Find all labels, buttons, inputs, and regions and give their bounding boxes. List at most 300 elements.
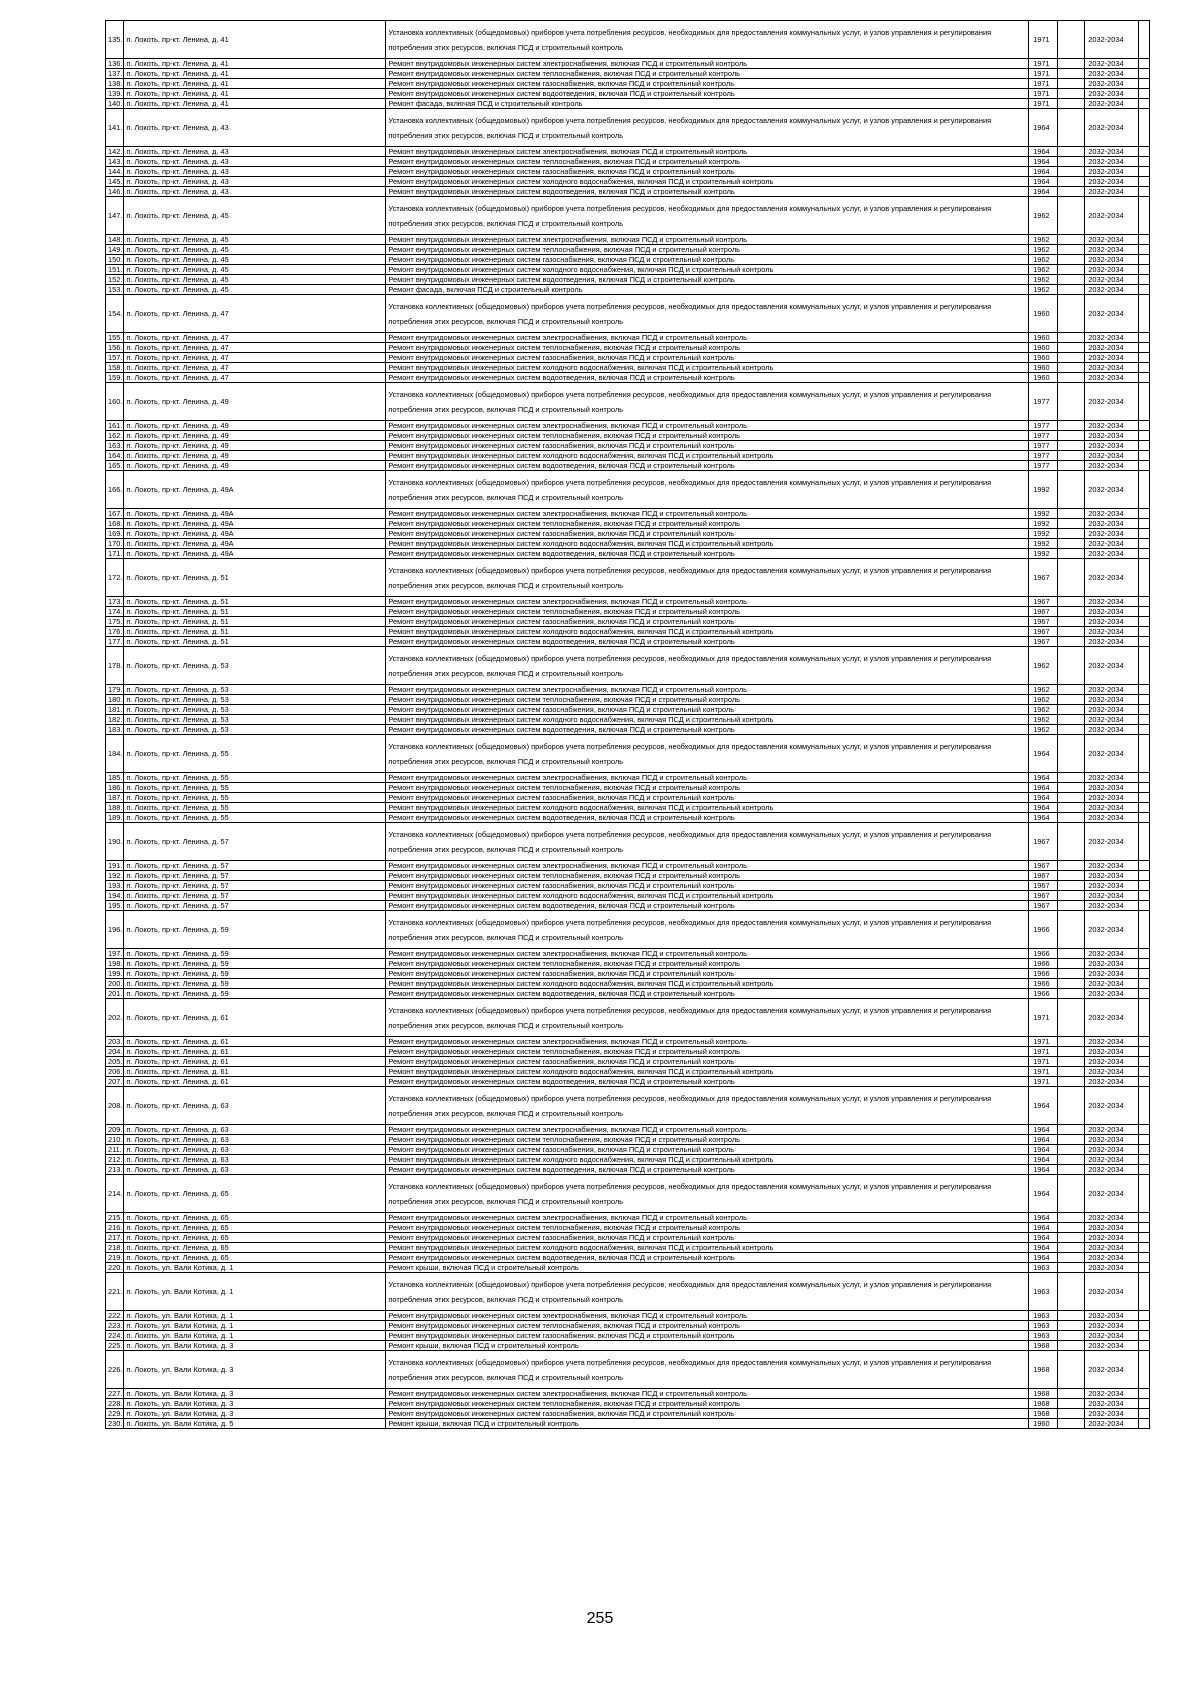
row-period: 2032-2034 xyxy=(1085,245,1139,255)
row-period: 2032-2034 xyxy=(1085,529,1139,539)
row-number: 189. xyxy=(106,813,124,823)
row-tail-cell xyxy=(1139,167,1150,177)
row-address: п. Локоть, пр-кт. Ленина, д. 55 xyxy=(124,773,386,783)
row-year: 1964 xyxy=(1029,1253,1058,1263)
row-tail-cell xyxy=(1139,695,1150,705)
row-tail-cell xyxy=(1139,1351,1150,1389)
row-tail-cell xyxy=(1139,1037,1150,1047)
row-year: 1964 xyxy=(1029,1233,1058,1243)
row-work-type: Установка коллективных (общедомовых) приборов учета потребления ресурсов, необходимых для предоставления коммунальных услуг, и узлов управления и регулирования потребления этих ресурсов, включая ПСД и строительный контроль xyxy=(386,735,1029,773)
row-period: 2032-2034 xyxy=(1085,1273,1139,1311)
row-blank-cell xyxy=(1058,441,1085,451)
row-period: 2032-2034 xyxy=(1085,69,1139,79)
table-row xyxy=(106,1223,1150,1233)
row-tail-cell xyxy=(1139,1321,1150,1331)
row-work-type: Ремонт внутридомовых инженерных систем газоснабжения, включая ПСД и строительный контроль xyxy=(386,1409,1029,1419)
row-number: 171. xyxy=(106,549,124,559)
row-tail-cell xyxy=(1139,959,1150,969)
row-tail-cell xyxy=(1139,891,1150,901)
row-work-type: Установка коллективных (общедомовых) приборов учета потребления ресурсов, необходимых для предоставления коммунальных услуг, и узлов управления и регулирования потребления этих ресурсов, включая ПСД и строительный контроль xyxy=(386,999,1029,1037)
row-address: п. Локоть, пр-кт. Ленина, д. 65 xyxy=(124,1175,386,1213)
table-row xyxy=(106,235,1150,245)
row-blank-cell xyxy=(1058,519,1085,529)
row-period: 2032-2034 xyxy=(1085,1135,1139,1145)
row-address: п. Локоть, пр-кт. Ленина, д. 49А xyxy=(124,539,386,549)
row-year: 1967 xyxy=(1029,823,1058,861)
row-year: 1964 xyxy=(1029,167,1058,177)
row-blank-cell xyxy=(1058,471,1085,509)
row-blank-cell xyxy=(1058,333,1085,343)
row-work-type: Ремонт внутридомовых инженерных систем теплоснабжения, включая ПСД и строительный контроль xyxy=(386,343,1029,353)
row-address: п. Локоть, пр-кт. Ленина, д. 41 xyxy=(124,59,386,69)
row-year: 1964 xyxy=(1029,109,1058,147)
row-year: 1960 xyxy=(1029,333,1058,343)
row-address: п. Локоть, пр-кт. Ленина, д. 49А xyxy=(124,519,386,529)
row-blank-cell xyxy=(1058,461,1085,471)
row-blank-cell xyxy=(1058,891,1085,901)
row-number: 175. xyxy=(106,617,124,627)
row-blank-cell xyxy=(1058,1419,1085,1429)
row-tail-cell xyxy=(1139,1145,1150,1155)
row-year: 1967 xyxy=(1029,617,1058,627)
table-row xyxy=(106,197,1150,235)
row-year: 1968 xyxy=(1029,1341,1058,1351)
row-work-type: Ремонт внутридомовых инженерных систем газоснабжения, включая ПСД и строительный контроль xyxy=(386,167,1029,177)
row-address: п. Локоть, пр-кт. Ленина, д. 45 xyxy=(124,197,386,235)
row-work-type: Ремонт внутридомовых инженерных систем электроснабжения, включая ПСД и строительный контроль xyxy=(386,1125,1029,1135)
row-number: 150. xyxy=(106,255,124,265)
row-year: 1968 xyxy=(1029,1399,1058,1409)
row-work-type: Ремонт внутридомовых инженерных систем холодного водоснабжения, включая ПСД и строительный контроль xyxy=(386,715,1029,725)
row-address: п. Локоть, ул. Вали Котика, д. 1 xyxy=(124,1273,386,1311)
row-period: 2032-2034 xyxy=(1085,1165,1139,1175)
table-row xyxy=(106,421,1150,431)
row-address: п. Локоть, пр-кт. Ленина, д. 49А xyxy=(124,529,386,539)
row-work-type: Установка коллективных (общедомовых) приборов учета потребления ресурсов, необходимых для предоставления коммунальных услуг, и узлов управления и регулирования потребления этих ресурсов, включая ПСД и строительный контроль xyxy=(386,109,1029,147)
row-period: 2032-2034 xyxy=(1085,519,1139,529)
row-address: п. Локоть, пр-кт. Ленина, д. 61 xyxy=(124,999,386,1037)
row-number: 160. xyxy=(106,383,124,421)
row-period: 2032-2034 xyxy=(1085,823,1139,861)
row-number: 192. xyxy=(106,871,124,881)
row-number: 201. xyxy=(106,989,124,999)
row-blank-cell xyxy=(1058,1125,1085,1135)
row-address: п. Локоть, пр-кт. Ленина, д. 53 xyxy=(124,725,386,735)
row-blank-cell xyxy=(1058,861,1085,871)
row-address: п. Локоть, пр-кт. Ленина, д. 45 xyxy=(124,255,386,265)
row-blank-cell xyxy=(1058,901,1085,911)
row-work-type: Установка коллективных (общедомовых) приборов учета потребления ресурсов, необходимых для предоставления коммунальных услуг, и узлов управления и регулирования потребления этих ресурсов, включая ПСД и строительный контроль xyxy=(386,559,1029,597)
table-row xyxy=(106,871,1150,881)
row-period: 2032-2034 xyxy=(1085,421,1139,431)
table-row xyxy=(106,1233,1150,1243)
row-address: п. Локоть, пр-кт. Ленина, д. 63 xyxy=(124,1165,386,1175)
table-row xyxy=(106,1125,1150,1135)
row-tail-cell xyxy=(1139,1253,1150,1263)
row-address: п. Локоть, пр-кт. Ленина, д. 59 xyxy=(124,979,386,989)
row-work-type: Ремонт внутридомовых инженерных систем электроснабжения, включая ПСД и строительный контроль xyxy=(386,147,1029,157)
row-year: 1960 xyxy=(1029,373,1058,383)
row-address: п. Локоть, пр-кт. Ленина, д. 43 xyxy=(124,177,386,187)
row-tail-cell xyxy=(1139,1233,1150,1243)
row-work-type: Ремонт внутридомовых инженерных систем водоотведения, включая ПСД и строительный контроль xyxy=(386,461,1029,471)
row-address: п. Локоть, пр-кт. Ленина, д. 65 xyxy=(124,1213,386,1223)
row-period: 2032-2034 xyxy=(1085,735,1139,773)
row-blank-cell xyxy=(1058,1253,1085,1263)
row-year: 1964 xyxy=(1029,1223,1058,1233)
row-tail-cell xyxy=(1139,285,1150,295)
row-year: 1964 xyxy=(1029,1213,1058,1223)
row-year: 1963 xyxy=(1029,1331,1058,1341)
row-blank-cell xyxy=(1058,431,1085,441)
row-tail-cell xyxy=(1139,1273,1150,1311)
row-period: 2032-2034 xyxy=(1085,275,1139,285)
row-address: п. Локоть, пр-кт. Ленина, д. 41 xyxy=(124,79,386,89)
row-tail-cell xyxy=(1139,441,1150,451)
row-period: 2032-2034 xyxy=(1085,177,1139,187)
row-work-type: Ремонт внутридомовых инженерных систем водоотведения, включая ПСД и строительный контроль xyxy=(386,373,1029,383)
row-period: 2032-2034 xyxy=(1085,617,1139,627)
row-work-type: Ремонт внутридомовых инженерных систем водоотведения, включая ПСД и строительный контроль xyxy=(386,725,1029,735)
row-year: 1967 xyxy=(1029,607,1058,617)
row-blank-cell xyxy=(1058,109,1085,147)
row-work-type: Ремонт внутридомовых инженерных систем электроснабжения, включая ПСД и строительный контроль xyxy=(386,597,1029,607)
row-year: 1964 xyxy=(1029,1165,1058,1175)
row-blank-cell xyxy=(1058,197,1085,235)
row-period: 2032-2034 xyxy=(1085,911,1139,949)
row-blank-cell xyxy=(1058,979,1085,989)
row-period: 2032-2034 xyxy=(1085,383,1139,421)
row-address: п. Локоть, пр-кт. Ленина, д. 49 xyxy=(124,451,386,461)
row-tail-cell xyxy=(1139,1243,1150,1253)
row-blank-cell xyxy=(1058,1213,1085,1223)
row-address: п. Локоть, пр-кт. Ленина, д. 49 xyxy=(124,421,386,431)
table-row xyxy=(106,275,1150,285)
row-number: 159. xyxy=(106,373,124,383)
table-row xyxy=(106,157,1150,167)
row-period: 2032-2034 xyxy=(1085,333,1139,343)
row-work-type: Ремонт внутридомовых инженерных систем теплоснабжения, включая ПСД и строительный контроль xyxy=(386,69,1029,79)
table-row xyxy=(106,471,1150,509)
row-blank-cell xyxy=(1058,881,1085,891)
table-row xyxy=(106,861,1150,871)
table-row xyxy=(106,1273,1150,1311)
row-year: 1971 xyxy=(1029,1057,1058,1067)
row-year: 1962 xyxy=(1029,285,1058,295)
row-tail-cell xyxy=(1139,705,1150,715)
row-number: 225. xyxy=(106,1341,124,1351)
row-tail-cell xyxy=(1139,1165,1150,1175)
row-number: 221. xyxy=(106,1273,124,1311)
row-work-type: Ремонт внутридомовых инженерных систем теплоснабжения, включая ПСД и строительный контроль xyxy=(386,1223,1029,1233)
row-blank-cell xyxy=(1058,1077,1085,1087)
row-work-type: Установка коллективных (общедомовых) приборов учета потребления ресурсов, необходимых для предоставления коммунальных услуг, и узлов управления и регулирования потребления этих ресурсов, включая ПСД и строительный контроль xyxy=(386,911,1029,949)
row-blank-cell xyxy=(1058,1087,1085,1125)
row-address: п. Локоть, пр-кт. Ленина, д. 49А xyxy=(124,509,386,519)
row-tail-cell xyxy=(1139,421,1150,431)
table-row xyxy=(106,617,1150,627)
table-row xyxy=(106,881,1150,891)
row-blank-cell xyxy=(1058,695,1085,705)
row-blank-cell xyxy=(1058,275,1085,285)
row-blank-cell xyxy=(1058,783,1085,793)
table-row xyxy=(106,245,1150,255)
page-number: 255 xyxy=(586,1610,614,1627)
row-number: 154. xyxy=(106,295,124,333)
row-year: 1964 xyxy=(1029,147,1058,157)
row-work-type: Ремонт внутридомовых инженерных систем водоотведения, включая ПСД и строительный контроль xyxy=(386,813,1029,823)
row-period: 2032-2034 xyxy=(1085,1331,1139,1341)
row-work-type: Установка коллективных (общедомовых) приборов учета потребления ресурсов, необходимых для предоставления коммунальных услуг, и узлов управления и регулирования потребления этих ресурсов, включая ПСД и строительный контроль xyxy=(386,1175,1029,1213)
row-period: 2032-2034 xyxy=(1085,1233,1139,1243)
row-work-type: Установка коллективных (общедомовых) приборов учета потребления ресурсов, необходимых для предоставления коммунальных услуг, и узлов управления и регулирования потребления этих ресурсов, включая ПСД и строительный контроль xyxy=(386,1273,1029,1311)
row-number: 198. xyxy=(106,959,124,969)
row-address: п. Локоть, пр-кт. Ленина, д. 59 xyxy=(124,949,386,959)
row-tail-cell xyxy=(1139,529,1150,539)
row-period: 2032-2034 xyxy=(1085,1341,1139,1351)
row-tail-cell xyxy=(1139,549,1150,559)
table-row xyxy=(106,1389,1150,1399)
row-period: 2032-2034 xyxy=(1085,637,1139,647)
row-tail-cell xyxy=(1139,627,1150,637)
row-year: 1962 xyxy=(1029,685,1058,695)
row-tail-cell xyxy=(1139,431,1150,441)
row-tail-cell xyxy=(1139,725,1150,735)
row-period: 2032-2034 xyxy=(1085,949,1139,959)
row-tail-cell xyxy=(1139,79,1150,89)
row-work-type: Ремонт внутридомовых инженерных систем газоснабжения, включая ПСД и строительный контроль xyxy=(386,529,1029,539)
table-row xyxy=(106,823,1150,861)
row-tail-cell xyxy=(1139,1389,1150,1399)
table-row xyxy=(106,255,1150,265)
row-number: 156. xyxy=(106,343,124,353)
table-row xyxy=(106,627,1150,637)
table-row xyxy=(106,901,1150,911)
row-number: 223. xyxy=(106,1321,124,1331)
row-tail-cell xyxy=(1139,1135,1150,1145)
row-number: 228. xyxy=(106,1399,124,1409)
row-period: 2032-2034 xyxy=(1085,1037,1139,1047)
row-blank-cell xyxy=(1058,235,1085,245)
row-tail-cell xyxy=(1139,99,1150,109)
row-number: 174. xyxy=(106,607,124,617)
row-period: 2032-2034 xyxy=(1085,891,1139,901)
row-blank-cell xyxy=(1058,1233,1085,1243)
row-period: 2032-2034 xyxy=(1085,147,1139,157)
row-period: 2032-2034 xyxy=(1085,1389,1139,1399)
row-year: 1962 xyxy=(1029,275,1058,285)
row-period: 2032-2034 xyxy=(1085,1213,1139,1223)
row-tail-cell xyxy=(1139,1057,1150,1067)
row-period: 2032-2034 xyxy=(1085,353,1139,363)
row-year: 1963 xyxy=(1029,1263,1058,1273)
row-tail-cell xyxy=(1139,245,1150,255)
row-year: 1966 xyxy=(1029,959,1058,969)
row-tail-cell xyxy=(1139,647,1150,685)
row-address: п. Локоть, пр-кт. Ленина, д. 63 xyxy=(124,1125,386,1135)
row-number: 215. xyxy=(106,1213,124,1223)
row-period: 2032-2034 xyxy=(1085,871,1139,881)
row-period: 2032-2034 xyxy=(1085,901,1139,911)
row-blank-cell xyxy=(1058,559,1085,597)
table-row xyxy=(106,89,1150,99)
row-tail-cell xyxy=(1139,59,1150,69)
row-tail-cell xyxy=(1139,1331,1150,1341)
row-address: п. Локоть, пр-кт. Ленина, д. 43 xyxy=(124,109,386,147)
row-year: 1964 xyxy=(1029,1135,1058,1145)
row-address: п. Локоть, пр-кт. Ленина, д. 55 xyxy=(124,813,386,823)
row-blank-cell xyxy=(1058,1263,1085,1273)
row-work-type: Ремонт внутридомовых инженерных систем теплоснабжения, включая ПСД и строительный контроль xyxy=(386,1399,1029,1409)
row-address: п. Локоть, ул. Вали Котика, д. 5 xyxy=(124,1419,386,1429)
table-row xyxy=(106,1409,1150,1419)
row-work-type: Ремонт внутридомовых инженерных систем водоотведения, включая ПСД и строительный контроль xyxy=(386,989,1029,999)
table-row xyxy=(106,1175,1150,1213)
row-period: 2032-2034 xyxy=(1085,295,1139,333)
row-blank-cell xyxy=(1058,363,1085,373)
table-row xyxy=(106,783,1150,793)
row-address: п. Локоть, пр-кт. Ленина, д. 61 xyxy=(124,1037,386,1047)
row-address: п. Локоть, пр-кт. Ленина, д. 51 xyxy=(124,607,386,617)
row-blank-cell xyxy=(1058,803,1085,813)
row-year: 1966 xyxy=(1029,989,1058,999)
row-year: 1971 xyxy=(1029,69,1058,79)
row-number: 168. xyxy=(106,519,124,529)
row-work-type: Ремонт внутридомовых инженерных систем водоотведения, включая ПСД и строительный контроль xyxy=(386,1253,1029,1263)
row-address: п. Локоть, пр-кт. Ленина, д. 53 xyxy=(124,647,386,685)
row-work-type: Установка коллективных (общедомовых) приборов учета потребления ресурсов, необходимых для предоставления коммунальных услуг, и узлов управления и регулирования потребления этих ресурсов, включая ПСД и строительный контроль xyxy=(386,21,1029,59)
row-number: 188. xyxy=(106,803,124,813)
row-year: 1967 xyxy=(1029,901,1058,911)
row-address: п. Локоть, пр-кт. Ленина, д. 65 xyxy=(124,1223,386,1233)
table-row xyxy=(106,735,1150,773)
row-blank-cell xyxy=(1058,265,1085,275)
row-address: п. Локоть, пр-кт. Ленина, д. 55 xyxy=(124,735,386,773)
row-tail-cell xyxy=(1139,1125,1150,1135)
row-year: 1960 xyxy=(1029,363,1058,373)
table-row xyxy=(106,715,1150,725)
row-number: 177. xyxy=(106,637,124,647)
row-number: 213. xyxy=(106,1165,124,1175)
row-work-type: Ремонт внутридомовых инженерных систем электроснабжения, включая ПСД и строительный контроль xyxy=(386,949,1029,959)
row-blank-cell xyxy=(1058,1243,1085,1253)
row-work-type: Ремонт внутридомовых инженерных систем теплоснабжения, включая ПСД и строительный контроль xyxy=(386,245,1029,255)
row-year: 1967 xyxy=(1029,637,1058,647)
row-year: 1962 xyxy=(1029,255,1058,265)
row-blank-cell xyxy=(1058,295,1085,333)
row-address: п. Локоть, пр-кт. Ленина, д. 53 xyxy=(124,715,386,725)
row-work-type: Ремонт фасада, включая ПСД и строительный контроль xyxy=(386,285,1029,295)
row-period: 2032-2034 xyxy=(1085,1145,1139,1155)
table-body xyxy=(106,21,1150,1429)
row-work-type: Ремонт внутридомовых инженерных систем газоснабжения, включая ПСД и строительный контроль xyxy=(386,353,1029,363)
table-row xyxy=(106,979,1150,989)
row-work-type: Ремонт внутридомовых инженерных систем водоотведения, включая ПСД и строительный контроль xyxy=(386,89,1029,99)
row-period: 2032-2034 xyxy=(1085,803,1139,813)
row-blank-cell xyxy=(1058,421,1085,431)
row-year: 1968 xyxy=(1029,1409,1058,1419)
row-tail-cell xyxy=(1139,1155,1150,1165)
table-row xyxy=(106,1145,1150,1155)
row-address: п. Локоть, пр-кт. Ленина, д. 47 xyxy=(124,295,386,333)
row-period: 2032-2034 xyxy=(1085,607,1139,617)
row-tail-cell xyxy=(1139,735,1150,773)
row-work-type: Ремонт фасада, включая ПСД и строительный контроль xyxy=(386,99,1029,109)
row-address: п. Локоть, ул. Вали Котика, д. 1 xyxy=(124,1321,386,1331)
row-address: п. Локоть, пр-кт. Ленина, д. 43 xyxy=(124,167,386,177)
table-row xyxy=(106,725,1150,735)
row-work-type: Ремонт внутридомовых инженерных систем водоотведения, включая ПСД и строительный контроль xyxy=(386,187,1029,197)
row-number: 224. xyxy=(106,1331,124,1341)
table-row xyxy=(106,1057,1150,1067)
row-tail-cell xyxy=(1139,157,1150,167)
row-address: п. Локоть, ул. Вали Котика, д. 3 xyxy=(124,1399,386,1409)
row-number: 190. xyxy=(106,823,124,861)
row-number: 178. xyxy=(106,647,124,685)
row-number: 166. xyxy=(106,471,124,509)
row-year: 1967 xyxy=(1029,891,1058,901)
row-number: 200. xyxy=(106,979,124,989)
row-period: 2032-2034 xyxy=(1085,705,1139,715)
table-row xyxy=(106,549,1150,559)
row-address: п. Локоть, ул. Вали Котика, д. 1 xyxy=(124,1263,386,1273)
row-number: 197. xyxy=(106,949,124,959)
row-number: 138. xyxy=(106,79,124,89)
row-work-type: Ремонт крыши, включая ПСД и строительный контроль xyxy=(386,1341,1029,1351)
row-year: 1960 xyxy=(1029,295,1058,333)
row-tail-cell xyxy=(1139,813,1150,823)
table-row xyxy=(106,1135,1150,1145)
row-work-type: Ремонт внутридомовых инженерных систем теплоснабжения, включая ПСД и строительный контроль xyxy=(386,1047,1029,1057)
row-year: 1992 xyxy=(1029,471,1058,509)
row-number: 149. xyxy=(106,245,124,255)
row-address: п. Локоть, ул. Вали Котика, д. 3 xyxy=(124,1409,386,1419)
table-row xyxy=(106,383,1150,421)
row-address: п. Локоть, пр-кт. Ленина, д. 57 xyxy=(124,861,386,871)
row-number: 145. xyxy=(106,177,124,187)
table-row xyxy=(106,539,1150,549)
row-number: 210. xyxy=(106,1135,124,1145)
table-row xyxy=(106,949,1150,959)
row-year: 1967 xyxy=(1029,871,1058,881)
row-address: п. Локоть, ул. Вали Котика, д. 3 xyxy=(124,1351,386,1389)
row-number: 158. xyxy=(106,363,124,373)
row-tail-cell xyxy=(1139,235,1150,245)
row-number: 206. xyxy=(106,1067,124,1077)
row-address: п. Локоть, пр-кт. Ленина, д. 63 xyxy=(124,1135,386,1145)
row-work-type: Ремонт внутридомовых инженерных систем холодного водоснабжения, включая ПСД и строительный контроль xyxy=(386,1067,1029,1077)
row-number: 139. xyxy=(106,89,124,99)
row-number: 183. xyxy=(106,725,124,735)
row-period: 2032-2034 xyxy=(1085,197,1139,235)
row-year: 1971 xyxy=(1029,1047,1058,1057)
row-year: 1977 xyxy=(1029,451,1058,461)
row-blank-cell xyxy=(1058,89,1085,99)
row-year: 1966 xyxy=(1029,979,1058,989)
table-row xyxy=(106,813,1150,823)
table-row xyxy=(106,21,1150,59)
row-period: 2032-2034 xyxy=(1085,109,1139,147)
row-tail-cell xyxy=(1139,1087,1150,1125)
row-period: 2032-2034 xyxy=(1085,285,1139,295)
row-work-type: Ремонт внутридомовых инженерных систем водоотведения, включая ПСД и строительный контроль xyxy=(386,1165,1029,1175)
row-blank-cell xyxy=(1058,735,1085,773)
row-year: 1968 xyxy=(1029,1389,1058,1399)
row-period: 2032-2034 xyxy=(1085,431,1139,441)
row-address: п. Локоть, пр-кт. Ленина, д. 55 xyxy=(124,803,386,813)
row-blank-cell xyxy=(1058,59,1085,69)
row-period: 2032-2034 xyxy=(1085,1399,1139,1409)
